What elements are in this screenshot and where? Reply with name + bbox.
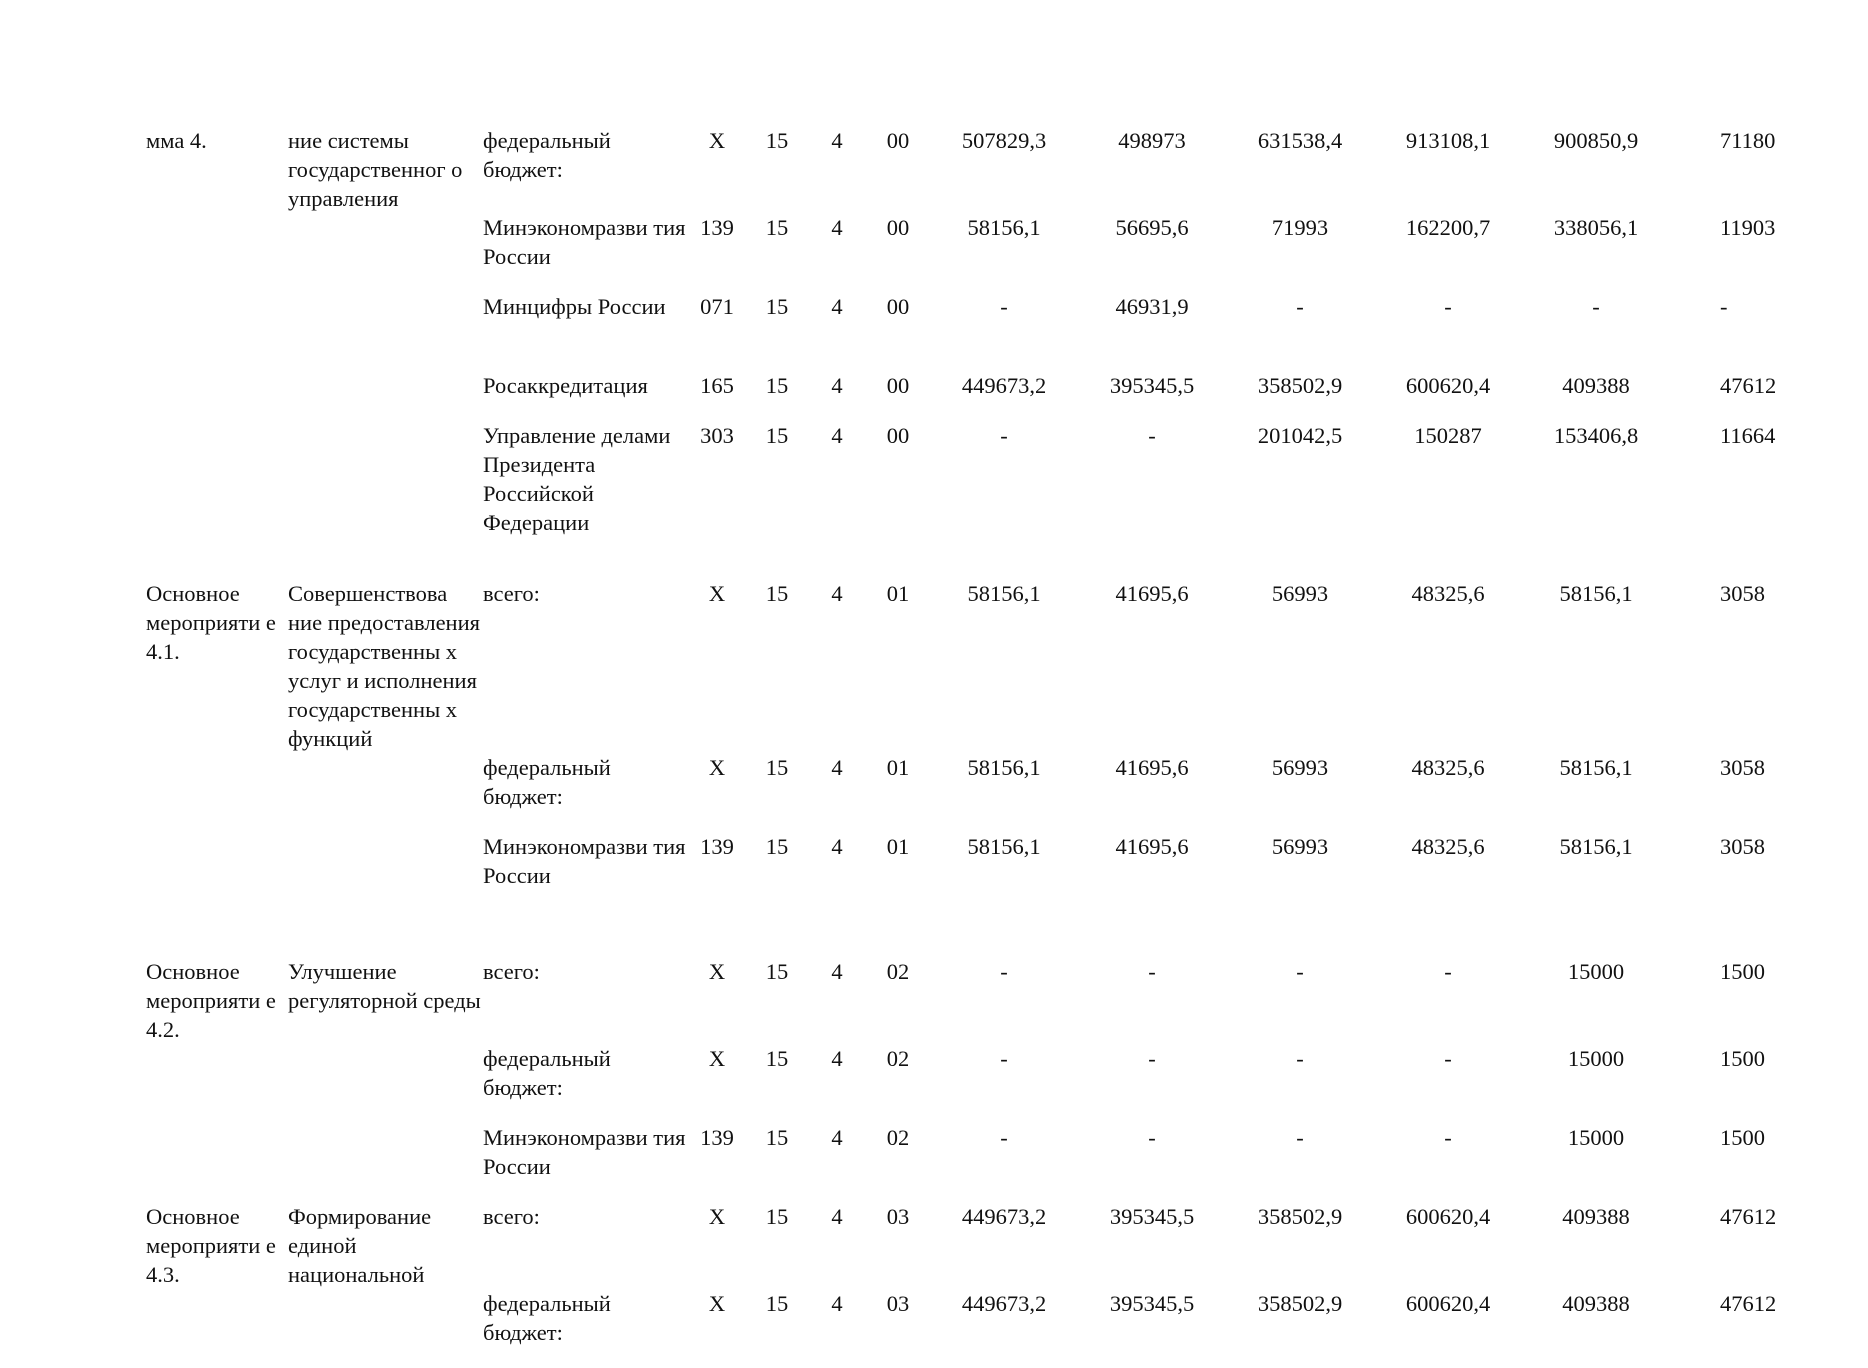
value-cell-3: - <box>1296 1125 1304 1150</box>
om-code-cell: 03 <box>886 1204 910 1229</box>
value-cell-6: 11903 <box>1720 215 1776 240</box>
status-cell <box>146 1044 288 1123</box>
value-cell-2: - <box>1148 1046 1156 1071</box>
grbs-code-cell: X <box>708 755 726 780</box>
value-cell-4: 162200,7 <box>1405 215 1491 240</box>
value-cell-3: 631538,4 <box>1257 128 1343 153</box>
value-cell-6: 3058 <box>1720 581 1765 606</box>
grbs-code-cell: 139 <box>700 1125 734 1150</box>
table-row <box>146 1202 1868 1289</box>
value-cell-2: 56695,6 <box>1115 215 1189 240</box>
table-row <box>146 753 1868 832</box>
status-cell: Основное мероприяти е 4.3. <box>146 1204 276 1287</box>
value-cell-4: 600620,4 <box>1405 373 1491 398</box>
value-cell-4: - <box>1444 959 1452 984</box>
value-cell-5: 409388 <box>1562 373 1630 398</box>
value-cell-1: 58156,1 <box>967 581 1041 606</box>
value-cell-6: 11664 <box>1720 423 1776 448</box>
grbs-code-cell: X <box>708 581 726 606</box>
value-cell-5: 153406,8 <box>1553 423 1639 448</box>
status-cell: мма 4. <box>146 128 207 153</box>
funding-source-cell: Минэкономразви тия России <box>483 1125 686 1179</box>
pgp-code-cell: 4 <box>831 581 843 606</box>
value-cell-5: 15000 <box>1567 1125 1625 1150</box>
value-cell-6: 1500 <box>1720 959 1765 984</box>
table-row <box>146 213 1868 292</box>
grbs-code-cell: 165 <box>700 373 734 398</box>
value-cell-3: - <box>1296 1046 1304 1071</box>
value-cell-1: 449673,2 <box>961 1291 1047 1316</box>
gp-code-cell: 15 <box>765 755 789 780</box>
om-code-cell: 02 <box>886 959 910 984</box>
name-cell <box>288 1044 483 1123</box>
table-row <box>146 832 1868 957</box>
table-row <box>146 421 1868 579</box>
gp-code-cell: 15 <box>765 294 789 319</box>
funding-source-cell: Росаккредитация <box>483 373 648 398</box>
gp-code-cell: 15 <box>765 128 789 153</box>
funding-source-cell: всего: <box>483 581 540 606</box>
value-cell-6: 47612 <box>1720 1204 1777 1229</box>
funding-source-cell: федеральный бюджет: <box>483 1291 611 1345</box>
pgp-code-cell: 4 <box>831 373 843 398</box>
om-code-cell: 00 <box>886 294 910 319</box>
grbs-code-cell: X <box>708 1046 726 1071</box>
value-cell-1: 58156,1 <box>967 755 1041 780</box>
value-cell-3: 358502,9 <box>1257 373 1343 398</box>
om-code-cell: 01 <box>886 581 910 606</box>
funding-source-cell: Минэкономразви тия России <box>483 215 686 269</box>
pgp-code-cell: 4 <box>831 834 843 859</box>
value-cell-4: 913108,1 <box>1405 128 1491 153</box>
value-cell-6: 3058 <box>1720 834 1765 859</box>
value-cell-2: 41695,6 <box>1115 581 1189 606</box>
value-cell-1: - <box>1000 1046 1008 1071</box>
value-cell-4: 150287 <box>1414 423 1482 448</box>
om-code-cell: 03 <box>886 1291 910 1316</box>
status-cell <box>146 753 288 832</box>
value-cell-4: - <box>1444 1125 1452 1150</box>
value-cell-5: 58156,1 <box>1559 834 1633 859</box>
name-cell: Формирование единой национальной <box>288 1204 432 1287</box>
status-cell <box>146 832 288 957</box>
gp-code-cell: 15 <box>765 423 789 448</box>
om-code-cell: 00 <box>886 423 910 448</box>
value-cell-2: 395345,5 <box>1109 1291 1195 1316</box>
value-cell-1: 507829,3 <box>961 128 1047 153</box>
funding-source-cell: Минэкономразви тия России <box>483 834 686 888</box>
om-code-cell: 02 <box>886 1046 910 1071</box>
value-cell-6: 1500 <box>1720 1046 1765 1071</box>
budget-table <box>146 126 1868 1368</box>
status-cell: Основное мероприяти е 4.2. <box>146 959 276 1042</box>
status-cell <box>146 1123 288 1202</box>
name-cell: Совершенствова ние предоставления государственны х услуг и исполнения государственны х функций <box>288 581 480 751</box>
gp-code-cell: 15 <box>765 834 789 859</box>
value-cell-2: 41695,6 <box>1115 834 1189 859</box>
grbs-code-cell: 139 <box>700 834 734 859</box>
value-cell-4: 48325,6 <box>1411 834 1485 859</box>
value-cell-2: 395345,5 <box>1109 1204 1195 1229</box>
name-cell: Улучшение регуляторной среды <box>288 959 481 1013</box>
grbs-code-cell: X <box>708 1291 726 1316</box>
gp-code-cell: 15 <box>765 1204 789 1229</box>
name-cell <box>288 1123 483 1202</box>
name-cell <box>288 1289 483 1368</box>
gp-code-cell: 15 <box>765 1125 789 1150</box>
om-code-cell: 01 <box>886 755 910 780</box>
value-cell-2: 395345,5 <box>1109 373 1195 398</box>
gp-code-cell: 15 <box>765 373 789 398</box>
value-cell-1: - <box>1000 959 1008 984</box>
value-cell-4: 600620,4 <box>1405 1204 1491 1229</box>
value-cell-3: 358502,9 <box>1257 1204 1343 1229</box>
value-cell-5: 409388 <box>1562 1291 1630 1316</box>
value-cell-5: - <box>1592 294 1600 319</box>
funding-source-cell: всего: <box>483 1204 540 1229</box>
gp-code-cell: 15 <box>765 959 789 984</box>
gp-code-cell: 15 <box>765 581 789 606</box>
grbs-code-cell: 303 <box>700 423 734 448</box>
name-cell <box>288 371 483 421</box>
name-cell <box>288 292 483 371</box>
value-cell-5: 58156,1 <box>1559 581 1633 606</box>
table-row <box>146 292 1868 371</box>
pgp-code-cell: 4 <box>831 755 843 780</box>
grbs-code-cell: X <box>708 1204 726 1229</box>
status-cell <box>146 421 288 579</box>
om-code-cell: 00 <box>886 215 910 240</box>
value-cell-4: 48325,6 <box>1411 581 1485 606</box>
value-cell-6: - <box>1720 294 1728 319</box>
pgp-code-cell: 4 <box>831 1204 843 1229</box>
status-cell <box>146 292 288 371</box>
value-cell-1: - <box>1000 294 1008 319</box>
name-cell <box>288 421 483 579</box>
om-code-cell: 00 <box>886 128 910 153</box>
status-cell <box>146 1289 288 1368</box>
grbs-code-cell: 139 <box>700 215 734 240</box>
value-cell-2: - <box>1148 959 1156 984</box>
grbs-code-cell: X <box>708 128 726 153</box>
value-cell-2: 498973 <box>1118 128 1186 153</box>
gp-code-cell: 15 <box>765 1291 789 1316</box>
value-cell-6: 71180 <box>1720 128 1776 153</box>
table-row <box>146 957 1868 1044</box>
value-cell-5: 900850,9 <box>1553 128 1639 153</box>
value-cell-1: 58156,1 <box>967 215 1041 240</box>
pgp-code-cell: 4 <box>831 215 843 240</box>
grbs-code-cell: 071 <box>700 294 734 319</box>
value-cell-2: 46931,9 <box>1115 294 1189 319</box>
pgp-code-cell: 4 <box>831 959 843 984</box>
value-cell-3: 71993 <box>1271 215 1329 240</box>
value-cell-3: - <box>1296 294 1304 319</box>
value-cell-1: 449673,2 <box>961 373 1047 398</box>
value-cell-4: 600620,4 <box>1405 1291 1491 1316</box>
value-cell-6: 47612 <box>1720 1291 1777 1316</box>
name-cell <box>288 753 483 832</box>
funding-source-cell: федеральный бюджет: <box>483 128 611 182</box>
value-cell-1: 449673,2 <box>961 1204 1047 1229</box>
funding-source-cell: федеральный бюджет: <box>483 755 611 809</box>
pgp-code-cell: 4 <box>831 1046 843 1071</box>
funding-source-cell: Управление делами Президента Российской Федерации <box>483 423 671 535</box>
grbs-code-cell: X <box>708 959 726 984</box>
pgp-code-cell: 4 <box>831 1291 843 1316</box>
value-cell-3: 201042,5 <box>1257 423 1343 448</box>
value-cell-4: - <box>1444 1046 1452 1071</box>
om-code-cell: 00 <box>886 373 910 398</box>
value-cell-4: 48325,6 <box>1411 755 1485 780</box>
table-row <box>146 1044 1868 1123</box>
om-code-cell: 02 <box>886 1125 910 1150</box>
value-cell-5: 15000 <box>1567 959 1625 984</box>
pgp-code-cell: 4 <box>831 294 843 319</box>
value-cell-2: - <box>1148 423 1156 448</box>
value-cell-3: 56993 <box>1271 581 1329 606</box>
value-cell-3: 56993 <box>1271 834 1329 859</box>
funding-source-cell: Минцифры России <box>483 294 666 319</box>
funding-source-cell: всего: <box>483 959 540 984</box>
value-cell-6: 1500 <box>1720 1125 1765 1150</box>
budget-document <box>146 126 1777 1345</box>
table-row <box>146 579 1868 753</box>
status-cell: Основное мероприяти е 4.1. <box>146 581 276 664</box>
value-cell-6: 3058 <box>1720 755 1765 780</box>
name-cell <box>288 832 483 957</box>
table-row <box>146 1123 1868 1202</box>
value-cell-5: 409388 <box>1562 1204 1630 1229</box>
value-cell-5: 58156,1 <box>1559 755 1633 780</box>
status-cell <box>146 213 288 292</box>
budget-table-body <box>146 126 1868 1368</box>
name-cell <box>288 213 483 292</box>
table-row <box>146 126 1868 213</box>
value-cell-3: 358502,9 <box>1257 1291 1343 1316</box>
pgp-code-cell: 4 <box>831 423 843 448</box>
value-cell-4: - <box>1444 294 1452 319</box>
funding-source-cell: федеральный бюджет: <box>483 1046 611 1100</box>
value-cell-2: 41695,6 <box>1115 755 1189 780</box>
value-cell-1: - <box>1000 423 1008 448</box>
gp-code-cell: 15 <box>765 1046 789 1071</box>
value-cell-3: - <box>1296 959 1304 984</box>
pgp-code-cell: 4 <box>831 1125 843 1150</box>
value-cell-5: 338056,1 <box>1553 215 1639 240</box>
value-cell-6: 47612 <box>1720 373 1777 398</box>
table-row <box>146 371 1868 421</box>
name-cell: ние системы государственног о управления <box>288 128 463 211</box>
gp-code-cell: 15 <box>765 215 789 240</box>
value-cell-3: 56993 <box>1271 755 1329 780</box>
value-cell-2: - <box>1148 1125 1156 1150</box>
value-cell-1: - <box>1000 1125 1008 1150</box>
om-code-cell: 01 <box>886 834 910 859</box>
table-row <box>146 1289 1868 1368</box>
pgp-code-cell: 4 <box>831 128 843 153</box>
value-cell-1: 58156,1 <box>967 834 1041 859</box>
status-cell <box>146 371 288 421</box>
value-cell-5: 15000 <box>1567 1046 1625 1071</box>
